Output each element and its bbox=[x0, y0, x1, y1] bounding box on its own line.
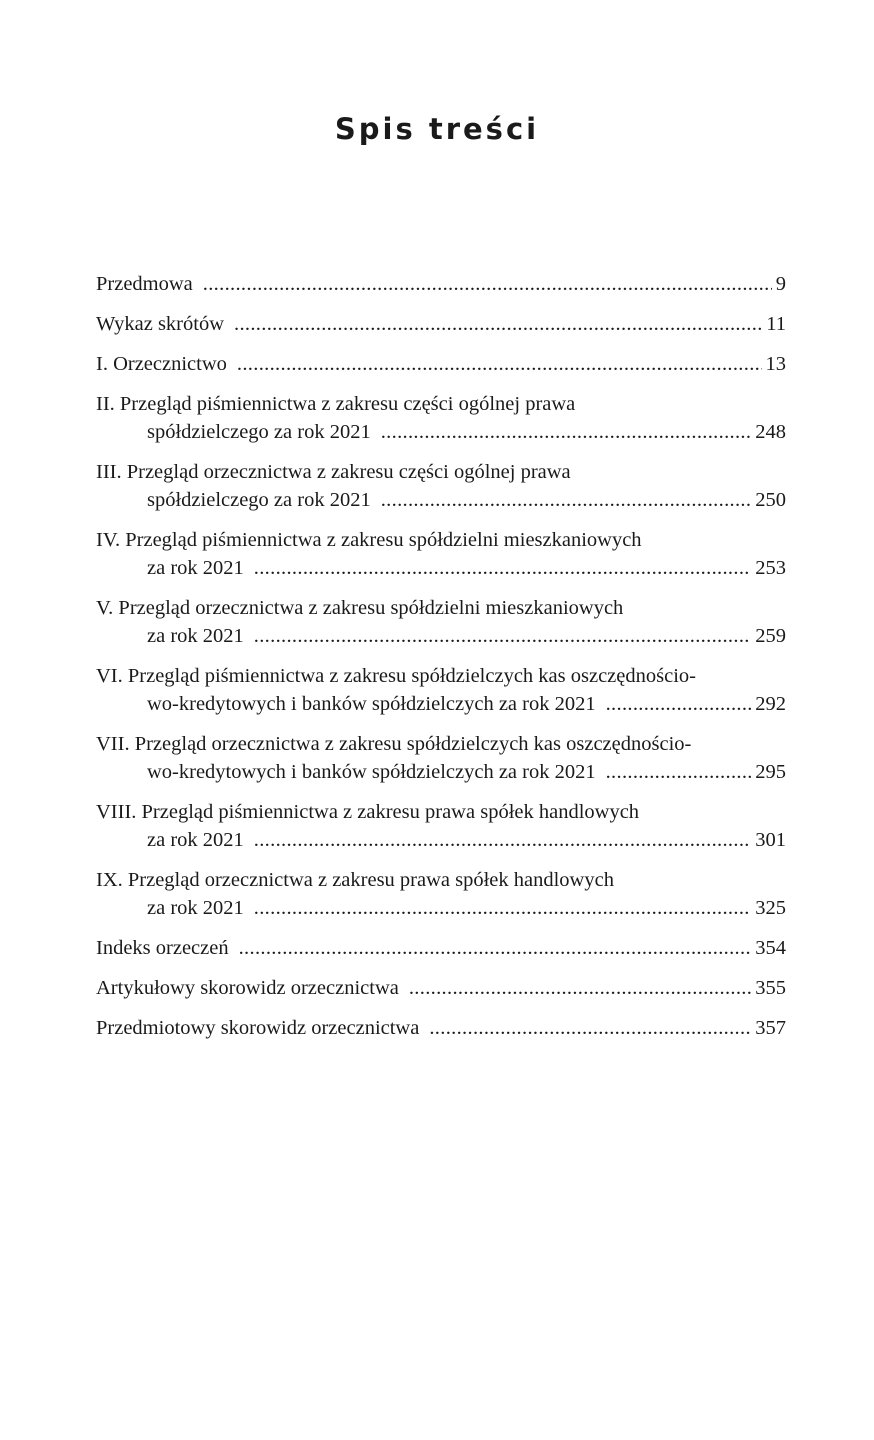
toc-page-number: 354 bbox=[755, 937, 786, 959]
toc-page-number: 295 bbox=[755, 761, 786, 783]
toc-page-number: 355 bbox=[755, 977, 786, 999]
dot-leader bbox=[606, 690, 752, 718]
toc-entry[interactable] bbox=[96, 1014, 786, 1042]
toc-entry-last-line bbox=[96, 310, 786, 338]
toc-entry-last-line bbox=[96, 486, 786, 514]
toc-entry-title: Indeks orzeczeń bbox=[96, 937, 229, 959]
dot-leader bbox=[381, 418, 752, 446]
toc-entry-last-line bbox=[96, 418, 786, 446]
toc-page-number: 13 bbox=[765, 353, 786, 375]
toc-entry-last-line bbox=[96, 270, 786, 298]
toc-entry-last-line bbox=[96, 826, 786, 854]
dot-leader bbox=[237, 350, 762, 378]
dot-leader bbox=[239, 934, 752, 962]
dot-leader bbox=[606, 758, 752, 786]
dot-leader bbox=[409, 974, 751, 1002]
toc-entry-title: Przedmowa bbox=[96, 273, 193, 295]
toc-entry-last-line bbox=[96, 1014, 786, 1042]
toc-page-number: 301 bbox=[755, 829, 786, 851]
toc-entry-last-line bbox=[96, 894, 786, 922]
toc-entry[interactable] bbox=[96, 458, 786, 514]
dot-leader bbox=[429, 1014, 751, 1042]
toc-entry-last-line bbox=[96, 974, 786, 1002]
toc-page-number: 253 bbox=[755, 557, 786, 579]
toc-page-number: 11 bbox=[766, 313, 786, 335]
toc-page-number: 9 bbox=[775, 273, 786, 295]
toc-entry[interactable] bbox=[96, 662, 786, 718]
toc-entry-title: Artykułowy skorowidz orzecznictwa bbox=[96, 977, 399, 999]
toc-page-number: 292 bbox=[755, 693, 786, 715]
toc-entry-last-line bbox=[96, 690, 786, 718]
toc-page-number: 250 bbox=[755, 489, 786, 511]
toc-entry[interactable] bbox=[96, 974, 786, 1002]
dot-leader bbox=[254, 622, 751, 650]
toc-entry-title: spółdzielczego za rok 2021 bbox=[147, 421, 371, 443]
toc-entry[interactable] bbox=[96, 866, 786, 922]
toc-entry[interactable] bbox=[96, 390, 786, 446]
toc-entry-title-line: VII. Przegląd orzecznictwa z zakresu spółdzielczych kas oszczędnościo- bbox=[96, 733, 692, 755]
toc-entry-title-line: V. Przegląd orzecznictwa z zakresu spółdzielni mieszkaniowych bbox=[96, 597, 624, 619]
toc-entry-title: za rok 2021 bbox=[147, 625, 244, 647]
toc-entry[interactable] bbox=[96, 270, 786, 298]
dot-leader bbox=[254, 894, 751, 922]
toc-entry-title: za rok 2021 bbox=[147, 557, 244, 579]
toc-entry-title: Przedmiotowy skorowidz orzecznictwa bbox=[96, 1017, 420, 1039]
toc-entry-last-line bbox=[96, 350, 786, 378]
dot-leader bbox=[254, 826, 751, 854]
toc-entry-last-line bbox=[96, 554, 786, 582]
toc-entry-title: za rok 2021 bbox=[147, 829, 244, 851]
toc-entry[interactable] bbox=[96, 730, 786, 786]
toc-entry[interactable] bbox=[96, 350, 786, 378]
page-title: Spis treści bbox=[334, 112, 540, 146]
toc-entry-title-line: VI. Przegląd piśmiennictwa z zakresu spółdzielczych kas oszczędnościo- bbox=[96, 665, 696, 687]
toc-entry-last-line bbox=[96, 622, 786, 650]
table-of-contents bbox=[96, 270, 786, 1054]
toc-entry-title-line: VIII. Przegląd piśmiennictwa z zakresu prawa spółek handlowych bbox=[96, 801, 640, 823]
toc-entry[interactable] bbox=[96, 594, 786, 650]
dot-leader bbox=[203, 270, 772, 298]
toc-entry[interactable] bbox=[96, 934, 786, 962]
toc-entry[interactable] bbox=[96, 526, 786, 582]
toc-entry-title: Wykaz skrótów bbox=[96, 313, 224, 335]
toc-entry[interactable] bbox=[96, 310, 786, 338]
toc-entry-title: za rok 2021 bbox=[147, 897, 244, 919]
toc-page-number: 325 bbox=[755, 897, 786, 919]
toc-entry-title-line: II. Przegląd piśmiennictwa z zakresu części ogólnej prawa bbox=[96, 393, 576, 415]
toc-entry[interactable] bbox=[96, 798, 786, 854]
toc-entry-title-line: IX. Przegląd orzecznictwa z zakresu prawa spółek handlowych bbox=[96, 869, 614, 891]
toc-entry-last-line bbox=[96, 758, 786, 786]
toc-entry-title-line: III. Przegląd orzecznictwa z zakresu części ogólnej prawa bbox=[96, 461, 571, 483]
dot-leader bbox=[381, 486, 752, 514]
dot-leader bbox=[254, 554, 751, 582]
toc-page-number: 259 bbox=[755, 625, 786, 647]
toc-entry-title-line: IV. Przegląd piśmiennictwa z zakresu spółdzielni mieszkaniowych bbox=[96, 529, 642, 551]
toc-entry-title: wo-kredytowych i banków spółdzielczych za rok 2021 bbox=[147, 693, 596, 715]
toc-page-number: 357 bbox=[755, 1017, 786, 1039]
toc-entry-title: I. Orzecznictwo bbox=[96, 353, 227, 375]
toc-entry-title: wo-kredytowych i banków spółdzielczych za rok 2021 bbox=[147, 761, 596, 783]
dot-leader bbox=[234, 310, 762, 338]
toc-page-number: 248 bbox=[755, 421, 786, 443]
toc-entry-title: spółdzielczego za rok 2021 bbox=[147, 489, 371, 511]
toc-entry-last-line bbox=[96, 934, 786, 962]
